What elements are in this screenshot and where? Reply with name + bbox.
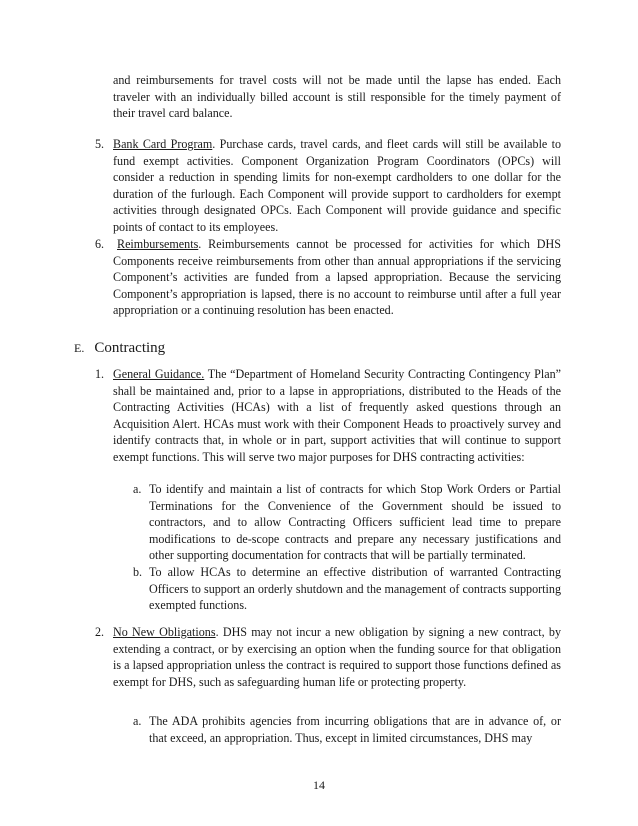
e1-number: 1. [95, 367, 105, 381]
e2-number: 2. [95, 625, 105, 639]
e1b-letter: b. [133, 565, 143, 579]
e1-title: General Guidance. [113, 367, 205, 381]
e2-body: . DHS may not incur a new obligation by signing a new contract, by extending a contract, or by exercising an option when the funding source for that obligation is a lapsed appropriation unless the contract is required to support those functions defined as exempt for DHS, such as safeguarding human life or protecting property. [113, 625, 561, 689]
item-6-number: 6. [95, 237, 105, 251]
e2a-letter: a. [133, 714, 142, 728]
item-5-number: 5. [95, 137, 105, 151]
e1a-paragraph [149, 481, 561, 564]
item-6-title: Reimbursements [117, 237, 199, 251]
e1b-paragraph [149, 564, 561, 614]
e2-title: No New Obligations [113, 625, 216, 639]
item-5-paragraph [113, 136, 561, 236]
e2a-paragraph [149, 713, 561, 746]
item-5-title: Bank Card Program [113, 137, 213, 151]
carryover-paragraph [113, 72, 561, 122]
section-e-letter: E. [74, 341, 85, 355]
e1b-body: To allow HCAs to determine an effective distribution of warranted Contracting Officers to support an orderly shutdown and the management of contracts supporting exempted functions. [149, 565, 561, 613]
item-6-body: . Reimbursements cannot be processed for activities for which DHS Components receive reimbursements from other than annual appropriations if the servicing Component’s activities are funded from a lapsed appropriation. Because the servicing Component’s appropriation is lapsed, there is no account to reimburse until after a full year appropriation or a continuing resolution has been enacted. [113, 237, 561, 318]
carryover-text: and reimbursements for travel costs will not be made until the lapse has ended. Each traveler with an individually billed account is still responsible for the timely payment of their travel card balance. [113, 73, 561, 121]
e2-paragraph [113, 624, 561, 690]
section-e-title: Contracting [94, 340, 166, 356]
page-number: 14 [313, 778, 325, 792]
section-e-heading [74, 339, 165, 357]
e1-paragraph [113, 366, 561, 466]
e2a-body: The ADA prohibits agencies from incurring obligations that are in advance of, or that exceed, an appropriation. Thus, except in limited circumstances, DHS may [149, 714, 561, 745]
e1a-body: To identify and maintain a list of contracts for which Stop Work Orders or Partial Terminations for the Convenience of the Government should be issued to contractors, and to allow Contracting Officers sufficient lead time to prepare modifications to de-scope contracts and prepare any necessary justifications and other supporting documentation for contracts that will be partially terminated. [149, 482, 561, 563]
e1-body: The “Department of Homeland Security Contracting Contingency Plan” shall be maintained and, prior to a lapse in appropriations, distributed to the Heads of the Contracting Activities (HCAs) with a list of frequently asked questions through an Acquisition Alert. HCAs must work with their Component Heads to proactively survey and identify contracts that, in whole or in part, support activities that will continue to support exempt functions. This will serve two major purposes for DHS contracting activities: [113, 367, 561, 464]
item-6-paragraph [113, 236, 561, 319]
e1a-letter: a. [133, 482, 142, 496]
item-5-body: . Purchase cards, travel cards, and fleet cards will still be available to fund exempt activities. Component Organization Program Coordinators (OPCs) will consider a reduction in spending limits for non-exempt cardholders to one dollar for the duration of the furlough. Each Component will provide support to cardholders for exempt activities through designated OPCs. Each Component will provide guidance and specific points of contact to its employees. [113, 137, 561, 234]
